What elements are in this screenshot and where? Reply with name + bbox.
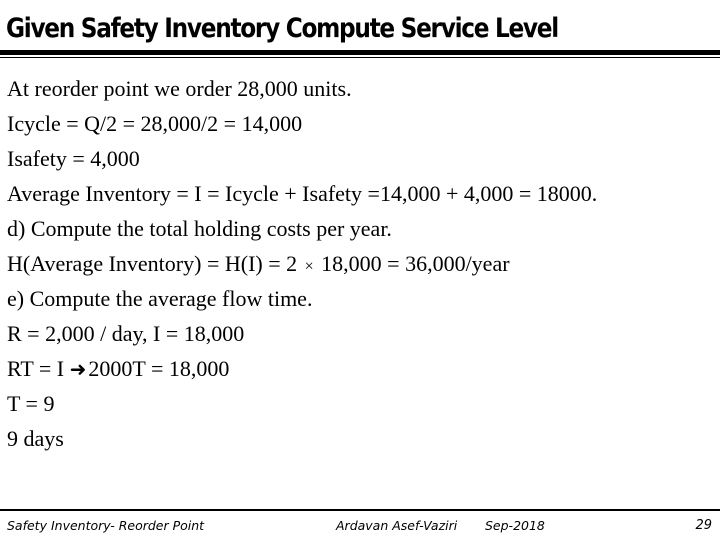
footer-rule — [0, 509, 720, 511]
text-line: T = 9 — [7, 391, 55, 416]
littles-law-line — [7, 351, 712, 386]
text-line: 9 days — [7, 426, 64, 451]
footer-course-title: Safety Inventory- Reorder Point — [7, 518, 205, 533]
text-segment: RT = I — [7, 356, 65, 381]
text-segment: 18,000 = 36,000/year — [321, 251, 510, 276]
title-rule — [0, 50, 720, 55]
text-line: Icycle = Q/2 = 28,000/2 = 14,000 — [7, 111, 303, 136]
footer-author: Ardavan Asef-Vaziri — [336, 518, 458, 533]
text-line: d) Compute the total holding costs per year. — [7, 216, 392, 241]
slide-body — [7, 71, 712, 456]
text-line: Isafety = 4,000 — [7, 146, 140, 171]
text-line: R = 2,000 / day, I = 18,000 — [7, 321, 245, 346]
text-segment: 2000T = 18,000 — [88, 356, 230, 381]
holding-cost-line — [7, 246, 712, 281]
slide-title: Given Safety Inventory Compute Service Level — [6, 13, 558, 44]
arrow-right-icon: ➜ — [69, 359, 87, 381]
footer-date: Sep-2018 — [485, 518, 545, 533]
text-line: Average Inventory = I = Icycle + Isafety =14,000 + 4,000 = 18000. — [7, 181, 598, 206]
multiply-icon: × — [304, 258, 314, 275]
page-number: 29 — [695, 518, 712, 533]
text-segment: H(Average Inventory) = H(I) = 2 — [7, 251, 298, 276]
title-rule-thin — [0, 57, 720, 58]
text-line: At reorder point we order 28,000 units. — [7, 76, 352, 101]
text-line: e) Compute the average flow time. — [7, 286, 313, 311]
